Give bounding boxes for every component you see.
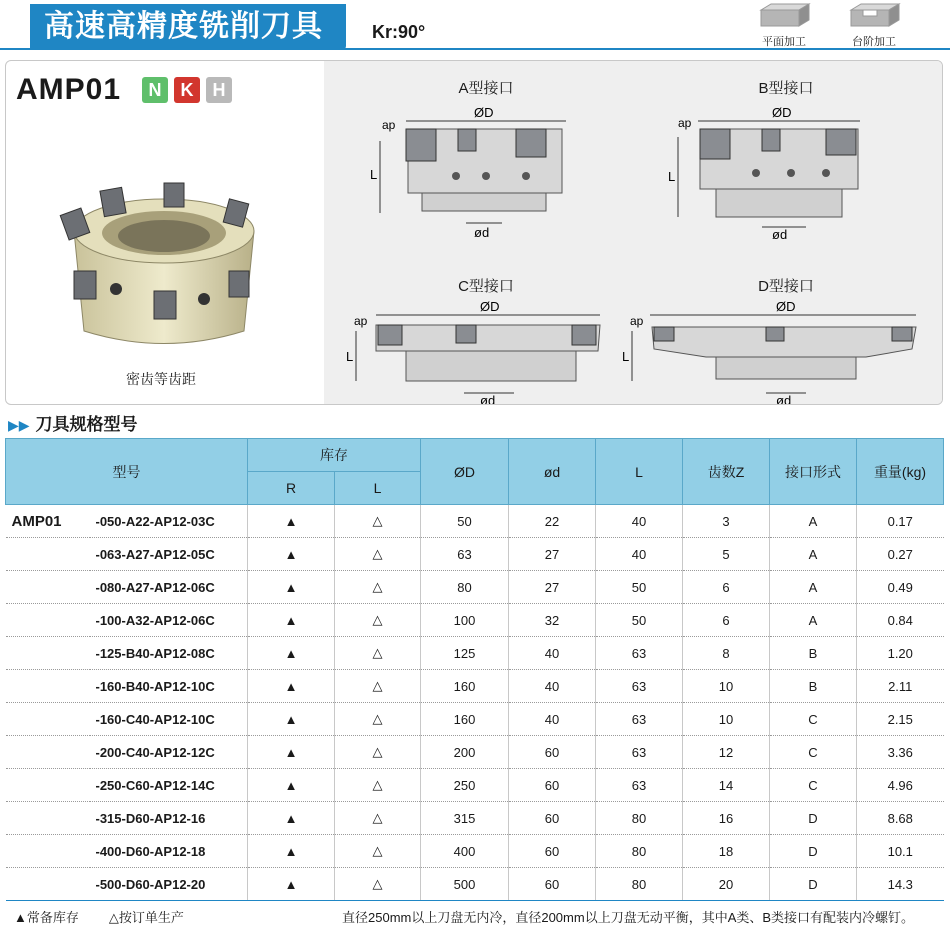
cell-l: △ bbox=[335, 868, 421, 901]
cell-od: 80 bbox=[421, 571, 509, 604]
cell-code: -160-B40-AP12-10C bbox=[90, 670, 248, 703]
cell-z: 12 bbox=[683, 736, 770, 769]
cell-len: 80 bbox=[596, 835, 683, 868]
series-cell bbox=[6, 736, 90, 769]
operation-step-label: 台阶加工 bbox=[852, 36, 896, 48]
cell-type: A bbox=[770, 604, 857, 637]
header-length: L bbox=[596, 439, 683, 505]
cell-type: A bbox=[770, 571, 857, 604]
cell-z: 6 bbox=[683, 604, 770, 637]
cell-od: 125 bbox=[421, 637, 509, 670]
svg-text:ap: ap bbox=[678, 116, 692, 130]
table-row bbox=[6, 703, 944, 736]
cell-code: -315-D60-AP12-16 bbox=[90, 802, 248, 835]
series-cell bbox=[6, 802, 90, 835]
footer-legend bbox=[14, 907, 214, 926]
cell-type: B bbox=[770, 670, 857, 703]
cell-l: △ bbox=[335, 637, 421, 670]
cell-type: C bbox=[770, 703, 857, 736]
svg-text:ØD: ØD bbox=[474, 105, 494, 120]
cell-z: 10 bbox=[683, 703, 770, 736]
svg-text:ap: ap bbox=[630, 314, 644, 328]
cell-kg: 2.15 bbox=[857, 703, 944, 736]
cell-z: 10 bbox=[683, 670, 770, 703]
svg-text:ØD: ØD bbox=[480, 299, 500, 314]
series-cell bbox=[6, 538, 90, 571]
diagram-a-drawing bbox=[366, 101, 586, 241]
cell-len: 63 bbox=[596, 670, 683, 703]
cell-code: -100-A32-AP12-06C bbox=[90, 604, 248, 637]
legend-stock: ▲常备库存 bbox=[14, 910, 79, 925]
cell-d: 40 bbox=[509, 703, 596, 736]
section-title-text: 刀具规格型号 bbox=[35, 415, 138, 434]
kr-angle: Kr:90° bbox=[372, 22, 426, 42]
svg-text:ød: ød bbox=[772, 227, 788, 241]
cell-od: 500 bbox=[421, 868, 509, 901]
cell-kg: 0.27 bbox=[857, 538, 944, 571]
cell-code: -400-D60-AP12-18 bbox=[90, 835, 248, 868]
cell-code: -050-A22-AP12-03C bbox=[90, 505, 248, 538]
cell-l: △ bbox=[335, 703, 421, 736]
series-cell bbox=[6, 835, 90, 868]
cell-d: 60 bbox=[509, 802, 596, 835]
cell-kg: 14.3 bbox=[857, 868, 944, 901]
diagram-d-title: D型接口 bbox=[758, 278, 814, 295]
cell-len: 63 bbox=[596, 703, 683, 736]
cell-kg: 8.68 bbox=[857, 802, 944, 835]
cell-kg: 1.20 bbox=[857, 637, 944, 670]
operation-flat bbox=[752, 0, 816, 49]
section-title bbox=[8, 410, 138, 435]
double-chevron-icon: ▶▶ bbox=[8, 417, 30, 433]
cell-code: -200-C40-AP12-12C bbox=[90, 736, 248, 769]
svg-text:ød: ød bbox=[474, 225, 490, 240]
header-model: 型号 bbox=[6, 439, 248, 505]
cell-d: 40 bbox=[509, 670, 596, 703]
cell-d: 60 bbox=[509, 835, 596, 868]
cell-len: 50 bbox=[596, 604, 683, 637]
header-teeth: 齿数Z bbox=[683, 439, 770, 505]
cell-z: 3 bbox=[683, 505, 770, 538]
series-cell bbox=[6, 703, 90, 736]
milling-cutter-image bbox=[44, 161, 284, 361]
cell-d: 27 bbox=[509, 571, 596, 604]
cell-od: 160 bbox=[421, 703, 509, 736]
cell-len: 80 bbox=[596, 802, 683, 835]
grade-badge-k: K bbox=[174, 77, 200, 103]
series-cell bbox=[6, 637, 90, 670]
cell-len: 63 bbox=[596, 736, 683, 769]
cell-r: ▲ bbox=[248, 505, 335, 538]
table-row bbox=[6, 637, 944, 670]
cell-od: 250 bbox=[421, 769, 509, 802]
svg-text:L: L bbox=[668, 169, 676, 184]
svg-text:L: L bbox=[622, 349, 630, 364]
diagram-c-drawing bbox=[336, 297, 616, 405]
cell-type: A bbox=[770, 505, 857, 538]
legend-order: △按订单生产 bbox=[108, 910, 184, 925]
cell-code: -500-D60-AP12-20 bbox=[90, 868, 248, 901]
cell-code: -063-A27-AP12-05C bbox=[90, 538, 248, 571]
cell-d: 32 bbox=[509, 604, 596, 637]
cell-d: 27 bbox=[509, 538, 596, 571]
svg-text:ØD: ØD bbox=[776, 299, 796, 314]
cell-l: △ bbox=[335, 835, 421, 868]
diagram-b-title: B型接口 bbox=[758, 80, 814, 97]
cell-d: 60 bbox=[509, 736, 596, 769]
product-caption: 密齿等齿距 bbox=[126, 371, 196, 387]
footer-note: 直径250mm以上刀盘无内冷，直径200mm以上刀盘无动平衡，其中A类、B类接口有配装内冷螺钉。 bbox=[342, 910, 915, 925]
product-model: AMP01 bbox=[16, 73, 122, 106]
svg-text:ØD: ØD bbox=[772, 105, 792, 120]
grade-badge-n: N bbox=[142, 77, 168, 103]
cell-kg: 0.17 bbox=[857, 505, 944, 538]
cell-len: 63 bbox=[596, 769, 683, 802]
table-row bbox=[6, 670, 944, 703]
cell-l: △ bbox=[335, 670, 421, 703]
cell-r: ▲ bbox=[248, 571, 335, 604]
cell-r: ▲ bbox=[248, 802, 335, 835]
series-cell bbox=[6, 571, 90, 604]
header-interface: 接口形式 bbox=[770, 439, 857, 505]
cell-type: D bbox=[770, 802, 857, 835]
cell-code: -080-A27-AP12-06C bbox=[90, 571, 248, 604]
cell-r: ▲ bbox=[248, 835, 335, 868]
series-cell bbox=[6, 769, 90, 802]
cell-l: △ bbox=[335, 736, 421, 769]
header-l-hand: L bbox=[335, 472, 421, 505]
cell-type: C bbox=[770, 736, 857, 769]
header-r: R bbox=[248, 472, 335, 505]
cell-z: 18 bbox=[683, 835, 770, 868]
svg-text:ap: ap bbox=[382, 118, 396, 132]
cell-z: 6 bbox=[683, 571, 770, 604]
svg-text:ød: ød bbox=[776, 393, 792, 407]
cell-r: ▲ bbox=[248, 670, 335, 703]
cell-kg: 0.84 bbox=[857, 604, 944, 637]
cell-d: 60 bbox=[509, 769, 596, 802]
svg-text:L: L bbox=[370, 167, 378, 182]
grade-badge-h: H bbox=[206, 77, 232, 103]
cell-len: 50 bbox=[596, 571, 683, 604]
spec-table-body bbox=[6, 505, 944, 901]
cell-r: ▲ bbox=[248, 703, 335, 736]
cell-type: D bbox=[770, 835, 857, 868]
table-row bbox=[6, 802, 944, 835]
cell-code: -250-C60-AP12-14C bbox=[90, 769, 248, 802]
series-cell: AMP01 bbox=[6, 505, 90, 538]
cell-l: △ bbox=[335, 769, 421, 802]
page-title: 高速高精度铣削刀具 bbox=[30, 4, 346, 50]
spec-table bbox=[5, 438, 944, 901]
diagram-a-title: A型接口 bbox=[458, 80, 514, 97]
cell-l: △ bbox=[335, 802, 421, 835]
table-row bbox=[6, 769, 944, 802]
table-row bbox=[6, 571, 944, 604]
cell-z: 8 bbox=[683, 637, 770, 670]
cell-d: 60 bbox=[509, 868, 596, 901]
cell-l: △ bbox=[335, 571, 421, 604]
cell-code: -160-C40-AP12-10C bbox=[90, 703, 248, 736]
operation-flat-label: 平面加工 bbox=[762, 36, 806, 48]
cell-od: 315 bbox=[421, 802, 509, 835]
table-row bbox=[6, 736, 944, 769]
cell-r: ▲ bbox=[248, 637, 335, 670]
cell-type: D bbox=[770, 868, 857, 901]
table-row bbox=[6, 538, 944, 571]
cell-l: △ bbox=[335, 604, 421, 637]
step-machining-icon bbox=[847, 2, 901, 28]
diagram-c-title: C型接口 bbox=[458, 278, 514, 295]
cell-z: 16 bbox=[683, 802, 770, 835]
cell-d: 40 bbox=[509, 637, 596, 670]
product-panel bbox=[5, 60, 943, 405]
cell-d: 22 bbox=[509, 505, 596, 538]
cell-od: 160 bbox=[421, 670, 509, 703]
cell-len: 40 bbox=[596, 538, 683, 571]
cell-len: 80 bbox=[596, 868, 683, 901]
table-row bbox=[6, 868, 944, 901]
flat-machining-icon bbox=[757, 2, 811, 28]
cell-kg: 3.36 bbox=[857, 736, 944, 769]
cell-r: ▲ bbox=[248, 604, 335, 637]
operation-step bbox=[842, 0, 906, 49]
cell-kg: 2.11 bbox=[857, 670, 944, 703]
diagram-d-drawing bbox=[616, 297, 936, 405]
cell-r: ▲ bbox=[248, 769, 335, 802]
series-cell bbox=[6, 604, 90, 637]
cell-z: 20 bbox=[683, 868, 770, 901]
cell-len: 63 bbox=[596, 637, 683, 670]
cell-od: 400 bbox=[421, 835, 509, 868]
cell-od: 63 bbox=[421, 538, 509, 571]
cell-r: ▲ bbox=[248, 538, 335, 571]
table-row bbox=[6, 835, 944, 868]
cell-code: -125-B40-AP12-08C bbox=[90, 637, 248, 670]
cell-type: B bbox=[770, 637, 857, 670]
cell-z: 14 bbox=[683, 769, 770, 802]
svg-text:ap: ap bbox=[354, 314, 368, 328]
cell-l: △ bbox=[335, 505, 421, 538]
diagram-b-drawing bbox=[666, 101, 886, 241]
cell-kg: 0.49 bbox=[857, 571, 944, 604]
cell-kg: 10.1 bbox=[857, 835, 944, 868]
cell-od: 200 bbox=[421, 736, 509, 769]
header-d: ød bbox=[509, 439, 596, 505]
cell-od: 100 bbox=[421, 604, 509, 637]
cell-od: 50 bbox=[421, 505, 509, 538]
cell-type: C bbox=[770, 769, 857, 802]
cell-z: 5 bbox=[683, 538, 770, 571]
table-row bbox=[6, 604, 944, 637]
cell-type: A bbox=[770, 538, 857, 571]
cell-kg: 4.96 bbox=[857, 769, 944, 802]
table-row bbox=[6, 505, 944, 538]
cell-l: △ bbox=[335, 538, 421, 571]
svg-text:ød: ød bbox=[480, 393, 496, 407]
cell-len: 40 bbox=[596, 505, 683, 538]
header-weight: 重量(kg) bbox=[857, 439, 944, 505]
cell-r: ▲ bbox=[248, 868, 335, 901]
header-stock: 库存 bbox=[248, 439, 421, 472]
svg-text:L: L bbox=[346, 349, 354, 364]
series-cell bbox=[6, 868, 90, 901]
series-cell bbox=[6, 670, 90, 703]
cell-r: ▲ bbox=[248, 736, 335, 769]
header-od: ØD bbox=[421, 439, 509, 505]
